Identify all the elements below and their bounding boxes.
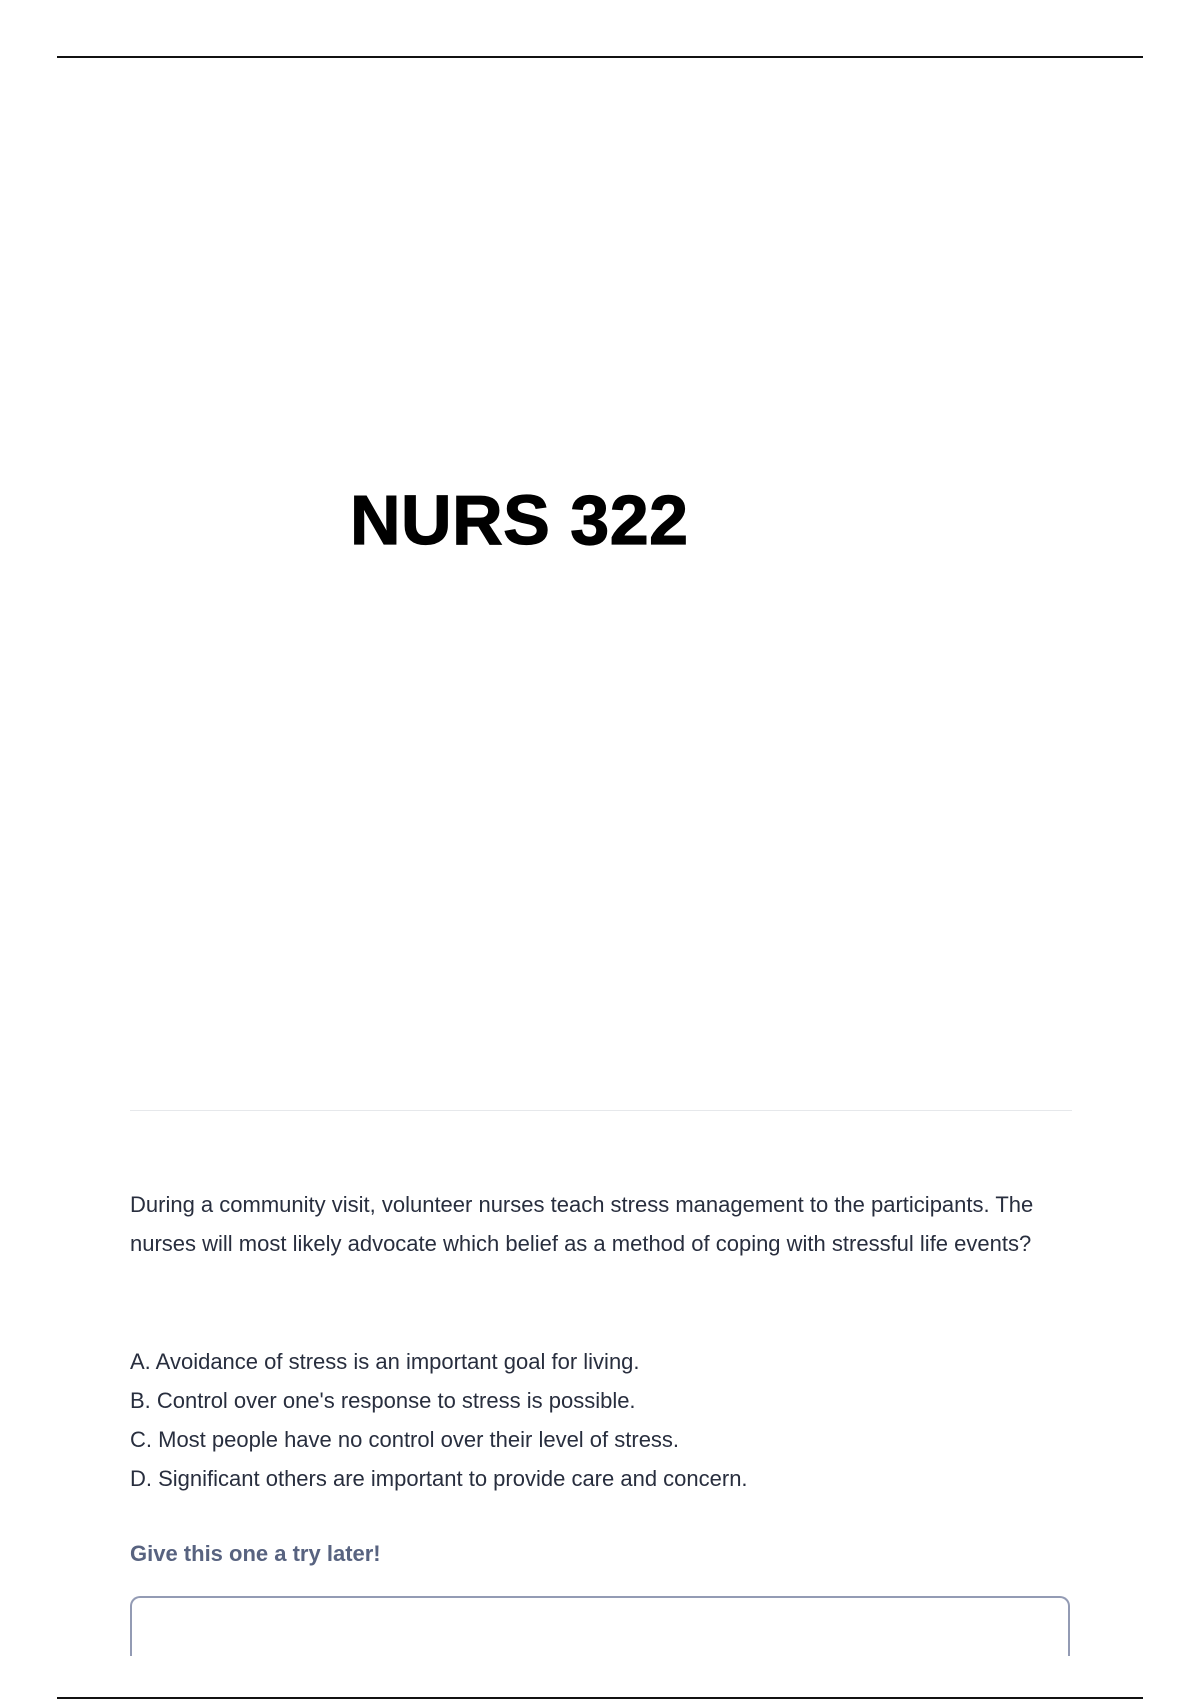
top-rule [57,56,1143,58]
question-text: During a community visit, volunteer nurses teach stress management to the participants. The nurses will most likely advocate which belief as a method of coping with stressful life events? [130,1192,1034,1256]
try-later-hint: Give this one a try later! [130,1541,381,1566]
bottom-rule [57,1697,1143,1699]
option-d: D. Significant others are important to provide care and concern. [130,1466,748,1491]
option-b: B. Control over one's response to stress is possible. [130,1388,636,1413]
document-title: NURS 322 [350,481,689,559]
option-a: A. Avoidance of stress is an important goal for living. [130,1349,640,1374]
card-divider [130,1110,1072,1111]
answer-input-box[interactable] [130,1596,1070,1656]
answer-options [130,1342,1070,1498]
option-c: C. Most people have no control over their level of stress. [130,1427,680,1452]
